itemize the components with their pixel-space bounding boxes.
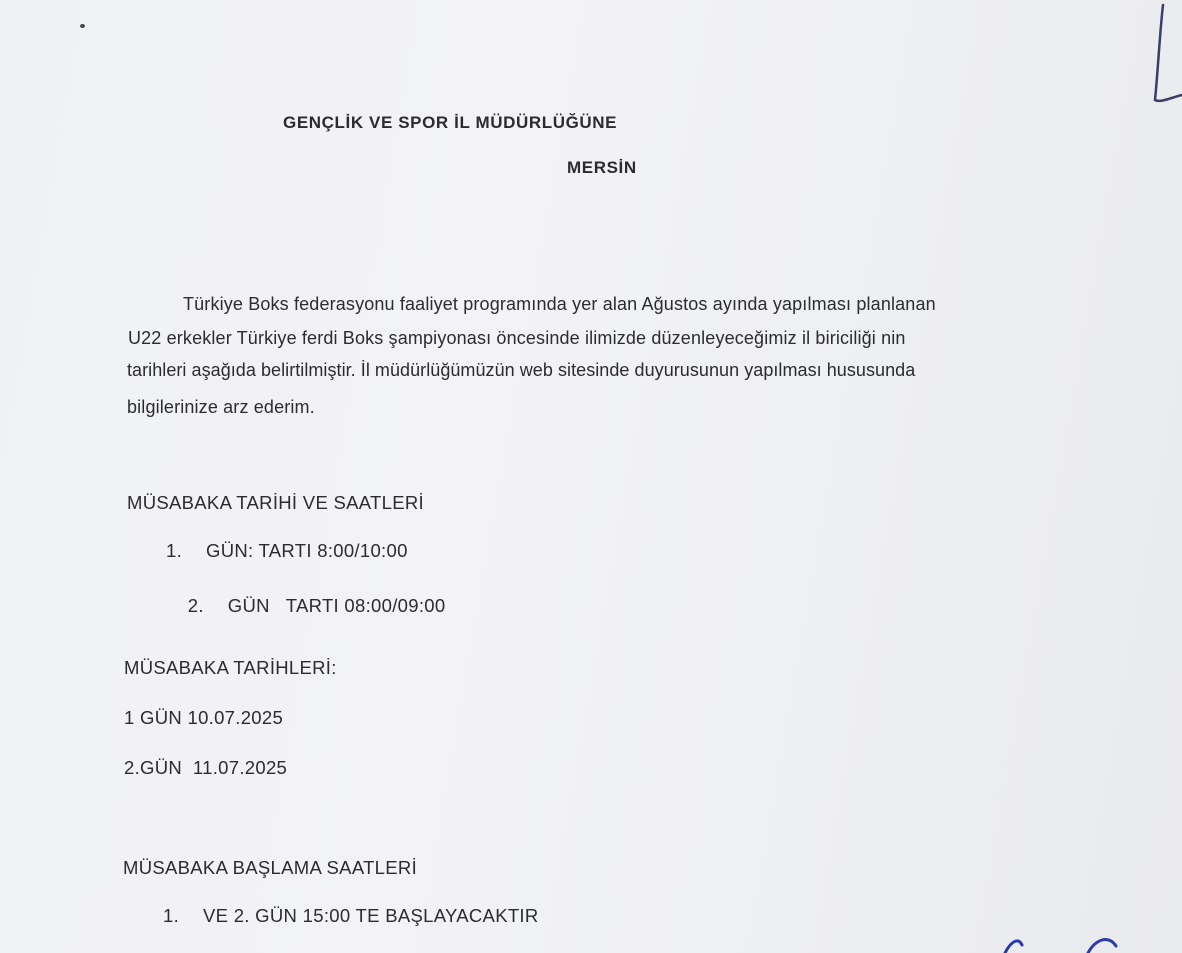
body-line-4: bilgilerinize arz ederim. (127, 397, 315, 417)
list-text: VE 2. GÜN 15:00 TE BAŞLAYACAKTIR (203, 905, 539, 926)
section1-item-1 (166, 540, 408, 562)
list-number: 1. (163, 905, 180, 926)
city-heading: MERSİN (567, 158, 637, 177)
body-line-3: tarihleri aşağıda belirtilmiştir. İl müdürlüğümüzün web sitesinde duyurusunun yapılması hususunda (127, 360, 916, 380)
body-line-2: U22 erkekler Türkiye ferdi Boks şampiyonası öncesinde ilimizde düzenleyeceğimiz il biriciliği nin (128, 328, 906, 348)
section2-title: MÜSABAKA TARİHLERİ: (124, 657, 337, 678)
section2-item-1: 1 GÜN 10.07.2025 (124, 707, 284, 728)
list-text: GÜN: TARTI 8:00/10:00 (206, 540, 408, 561)
recipient-heading: GENÇLİK VE SPOR İL MÜDÜRLÜĞÜNE (283, 113, 618, 132)
section3-title: MÜSABAKA BAŞLAMA SAATLERİ (123, 857, 418, 878)
section3-item-1 (163, 905, 539, 927)
section1-title: MÜSABAKA TARİHİ VE SAATLERİ (127, 492, 424, 513)
list-text: GÜN TARTI 08:00/09:00 (227, 595, 446, 616)
ink-speck (80, 24, 85, 28)
section2-item-2: 2.GÜN 11.07.2025 (124, 757, 288, 778)
list-number: 1. (166, 540, 183, 561)
section1-item-2 (166, 573, 445, 639)
list-number: 2. (187, 595, 204, 616)
body-line-1: Türkiye Boks federasyonu faaliyet programında yer alan Ağustos ayında yapılması planlanan (183, 294, 936, 314)
